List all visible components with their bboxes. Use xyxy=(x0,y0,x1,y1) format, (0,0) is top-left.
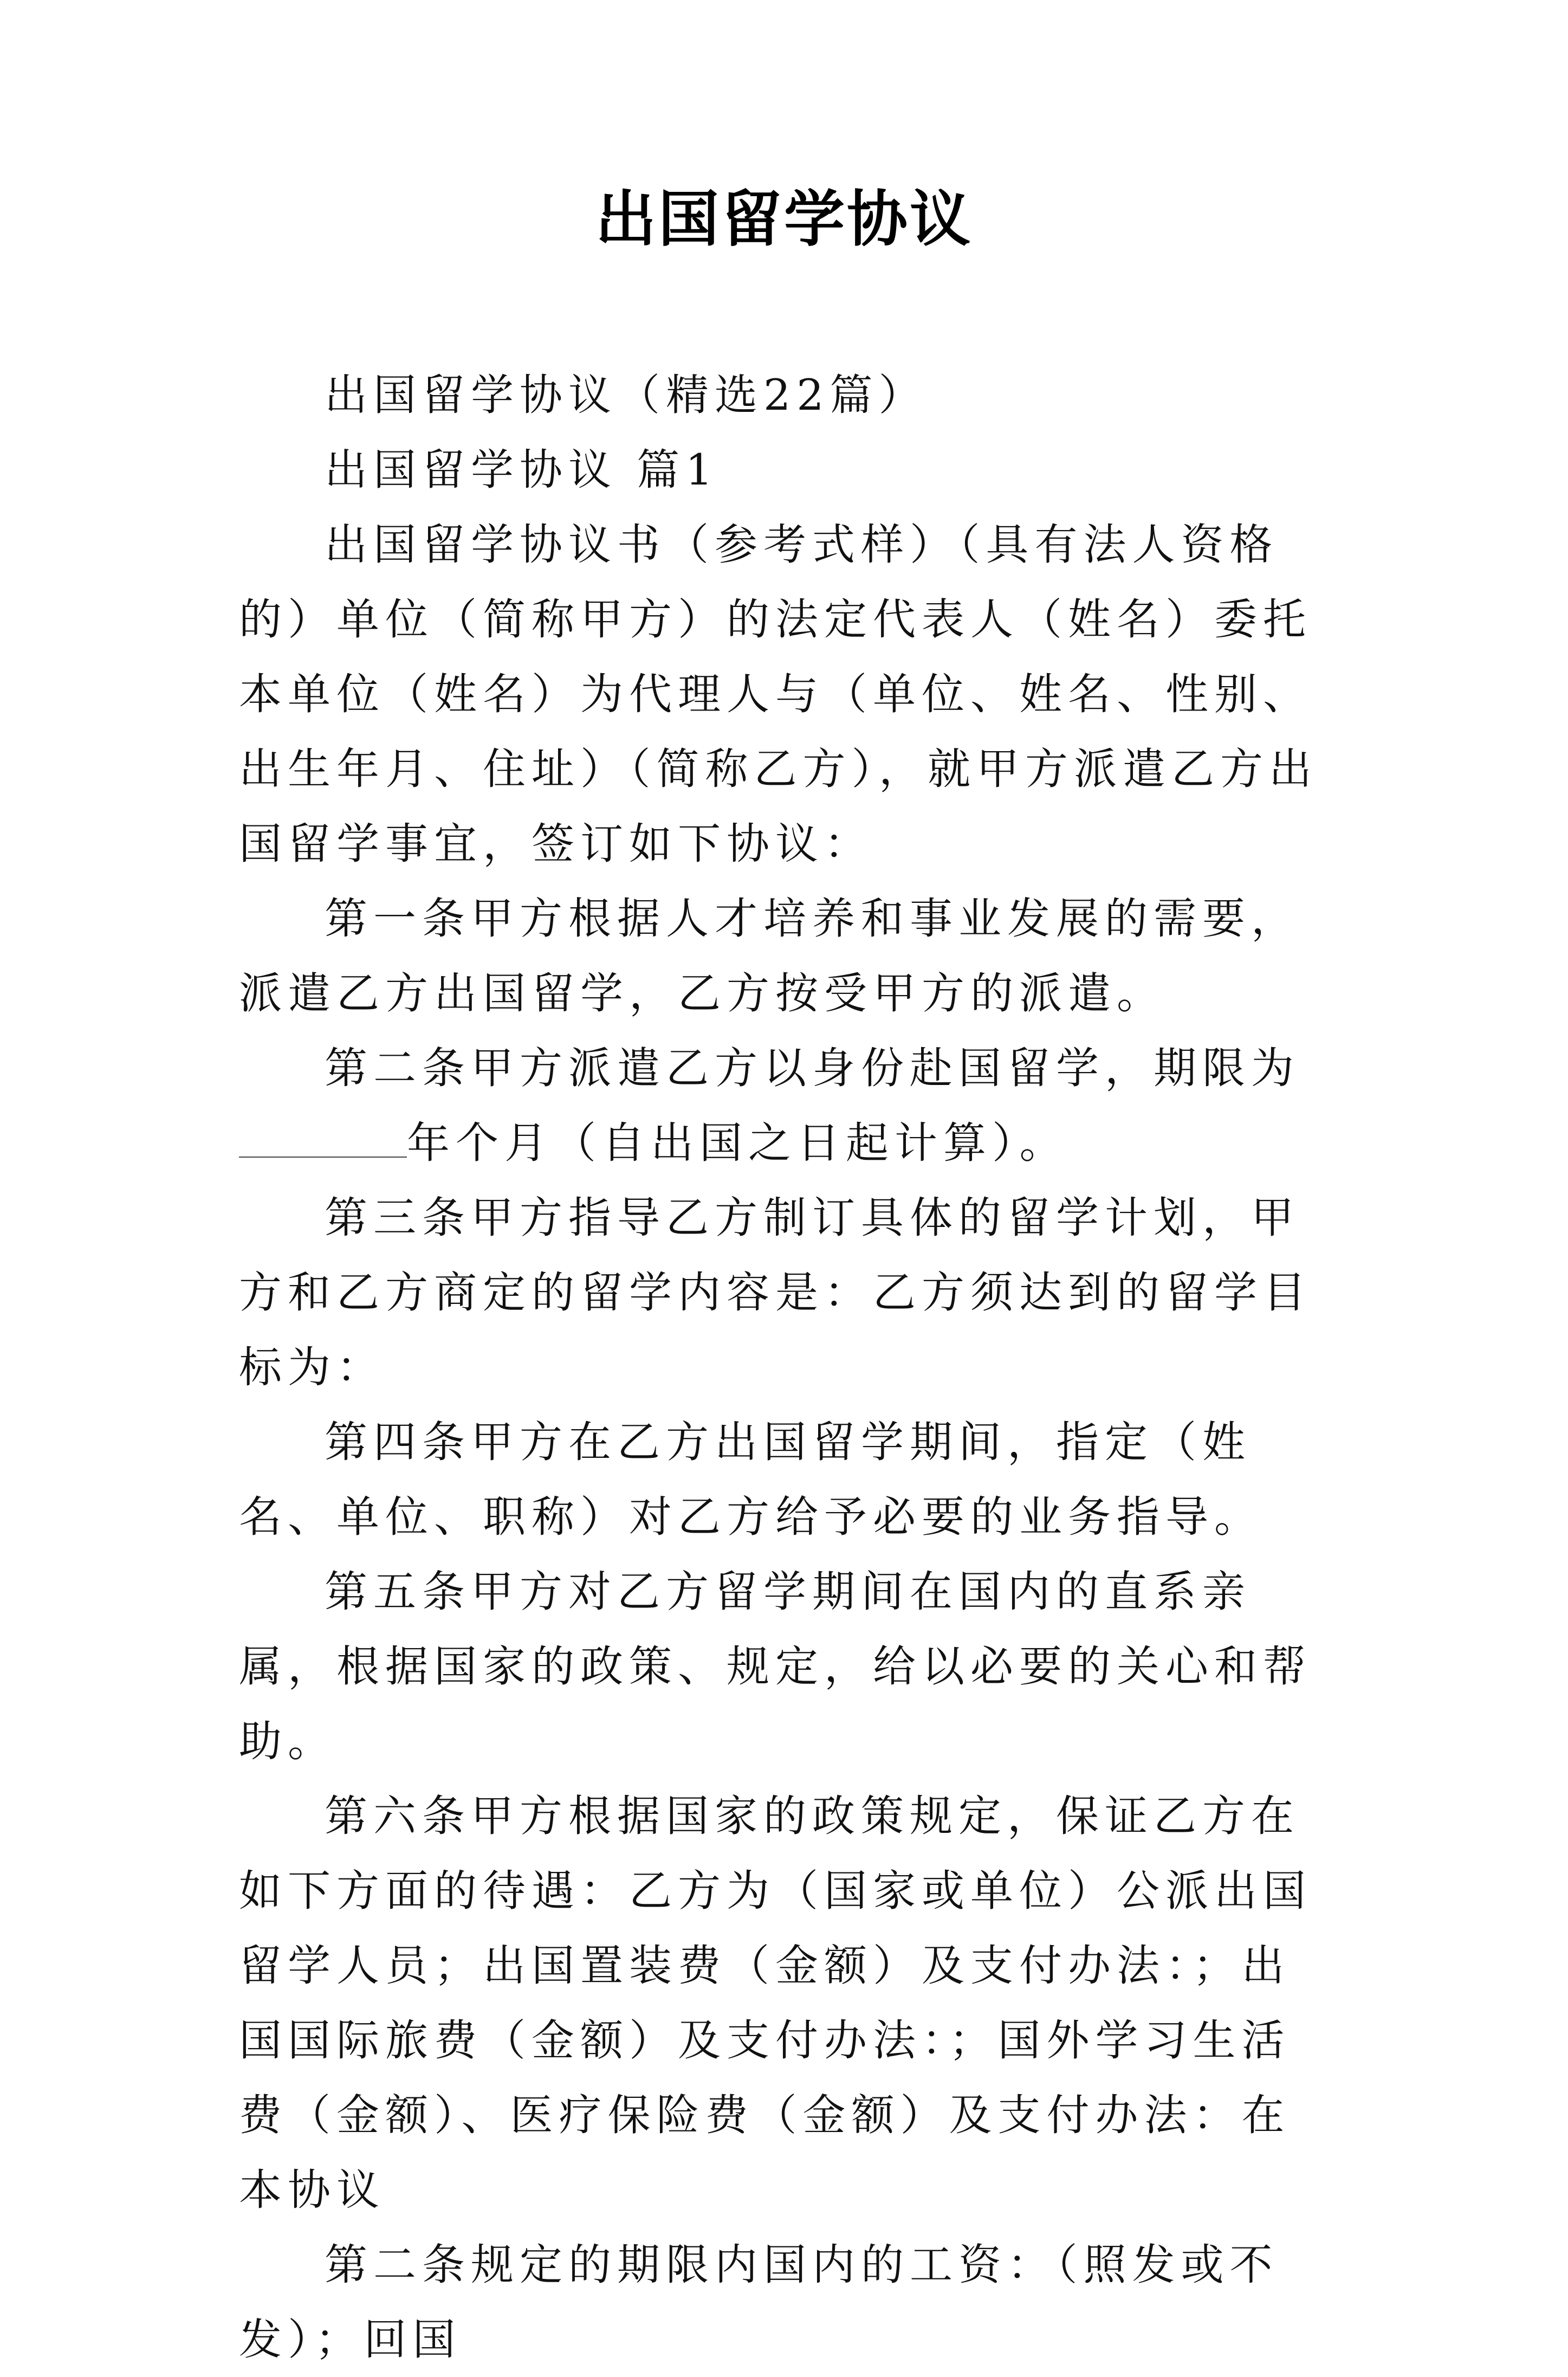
document-subtitle: 出国留学协议（精选22篇） xyxy=(325,370,928,420)
document-title: 出国留学协议 xyxy=(595,184,973,255)
article-4: 第四条甲方在乙方出国留学期间，指定（姓名、单位、职称）对乙方给予必要的业务指导。 xyxy=(239,1417,1263,1542)
article-3: 第三条甲方指导乙方制订具体的留学计划，甲方和乙方商定的留学内容是：乙方须达到的留学目标为： xyxy=(239,1193,1312,1392)
article-6-continued: 第二条规定的期限内国内的工资：（照发或不发）；回国 xyxy=(239,2240,1279,2365)
article-2 xyxy=(239,1031,1333,1180)
article-1: 第一条甲方根据人才培养和事业发展的需要，派遣乙方出国留学，乙方按受甲方的派遣。 xyxy=(239,894,1300,1018)
intro-paragraph: 出国留学协议书（参考式样）（具有法人资格的）单位（简称甲方）的法定代表人（姓名）委托本单位（姓名）为代理人与（单位、姓名、性别、出生年月、住址）（简称乙方），就甲方派遣乙方出国留学事宜，签订如下协议： xyxy=(239,520,1318,869)
article-2-text-before: 第二条甲方派遣乙方以身份赴国留学，期限为 xyxy=(325,1043,1300,1093)
fill-in-blank xyxy=(239,1124,407,1158)
article-5: 第五条甲方对乙方留学期间在国内的直系亲属，根据国家的政策、规定，给以必要的关心和帮助。 xyxy=(239,1567,1312,1766)
document-body xyxy=(239,358,1333,2377)
article-6: 第六条甲方根据国家的政策规定，保证乙方在如下方面的待遇：乙方为（国家或单位）公派出国留学人员；出国置装费（金额）及支付办法：；出国国际旅费（金额）及支付办法：；国外学习生活费（金额）、医疗保险费（金额）及支付办法：在本协议 xyxy=(239,1791,1312,2215)
article-2-text-after: 年个月（自出国之日起计算）。 xyxy=(407,1118,1068,1168)
section-heading: 出国留学协议 篇1 xyxy=(325,445,719,495)
